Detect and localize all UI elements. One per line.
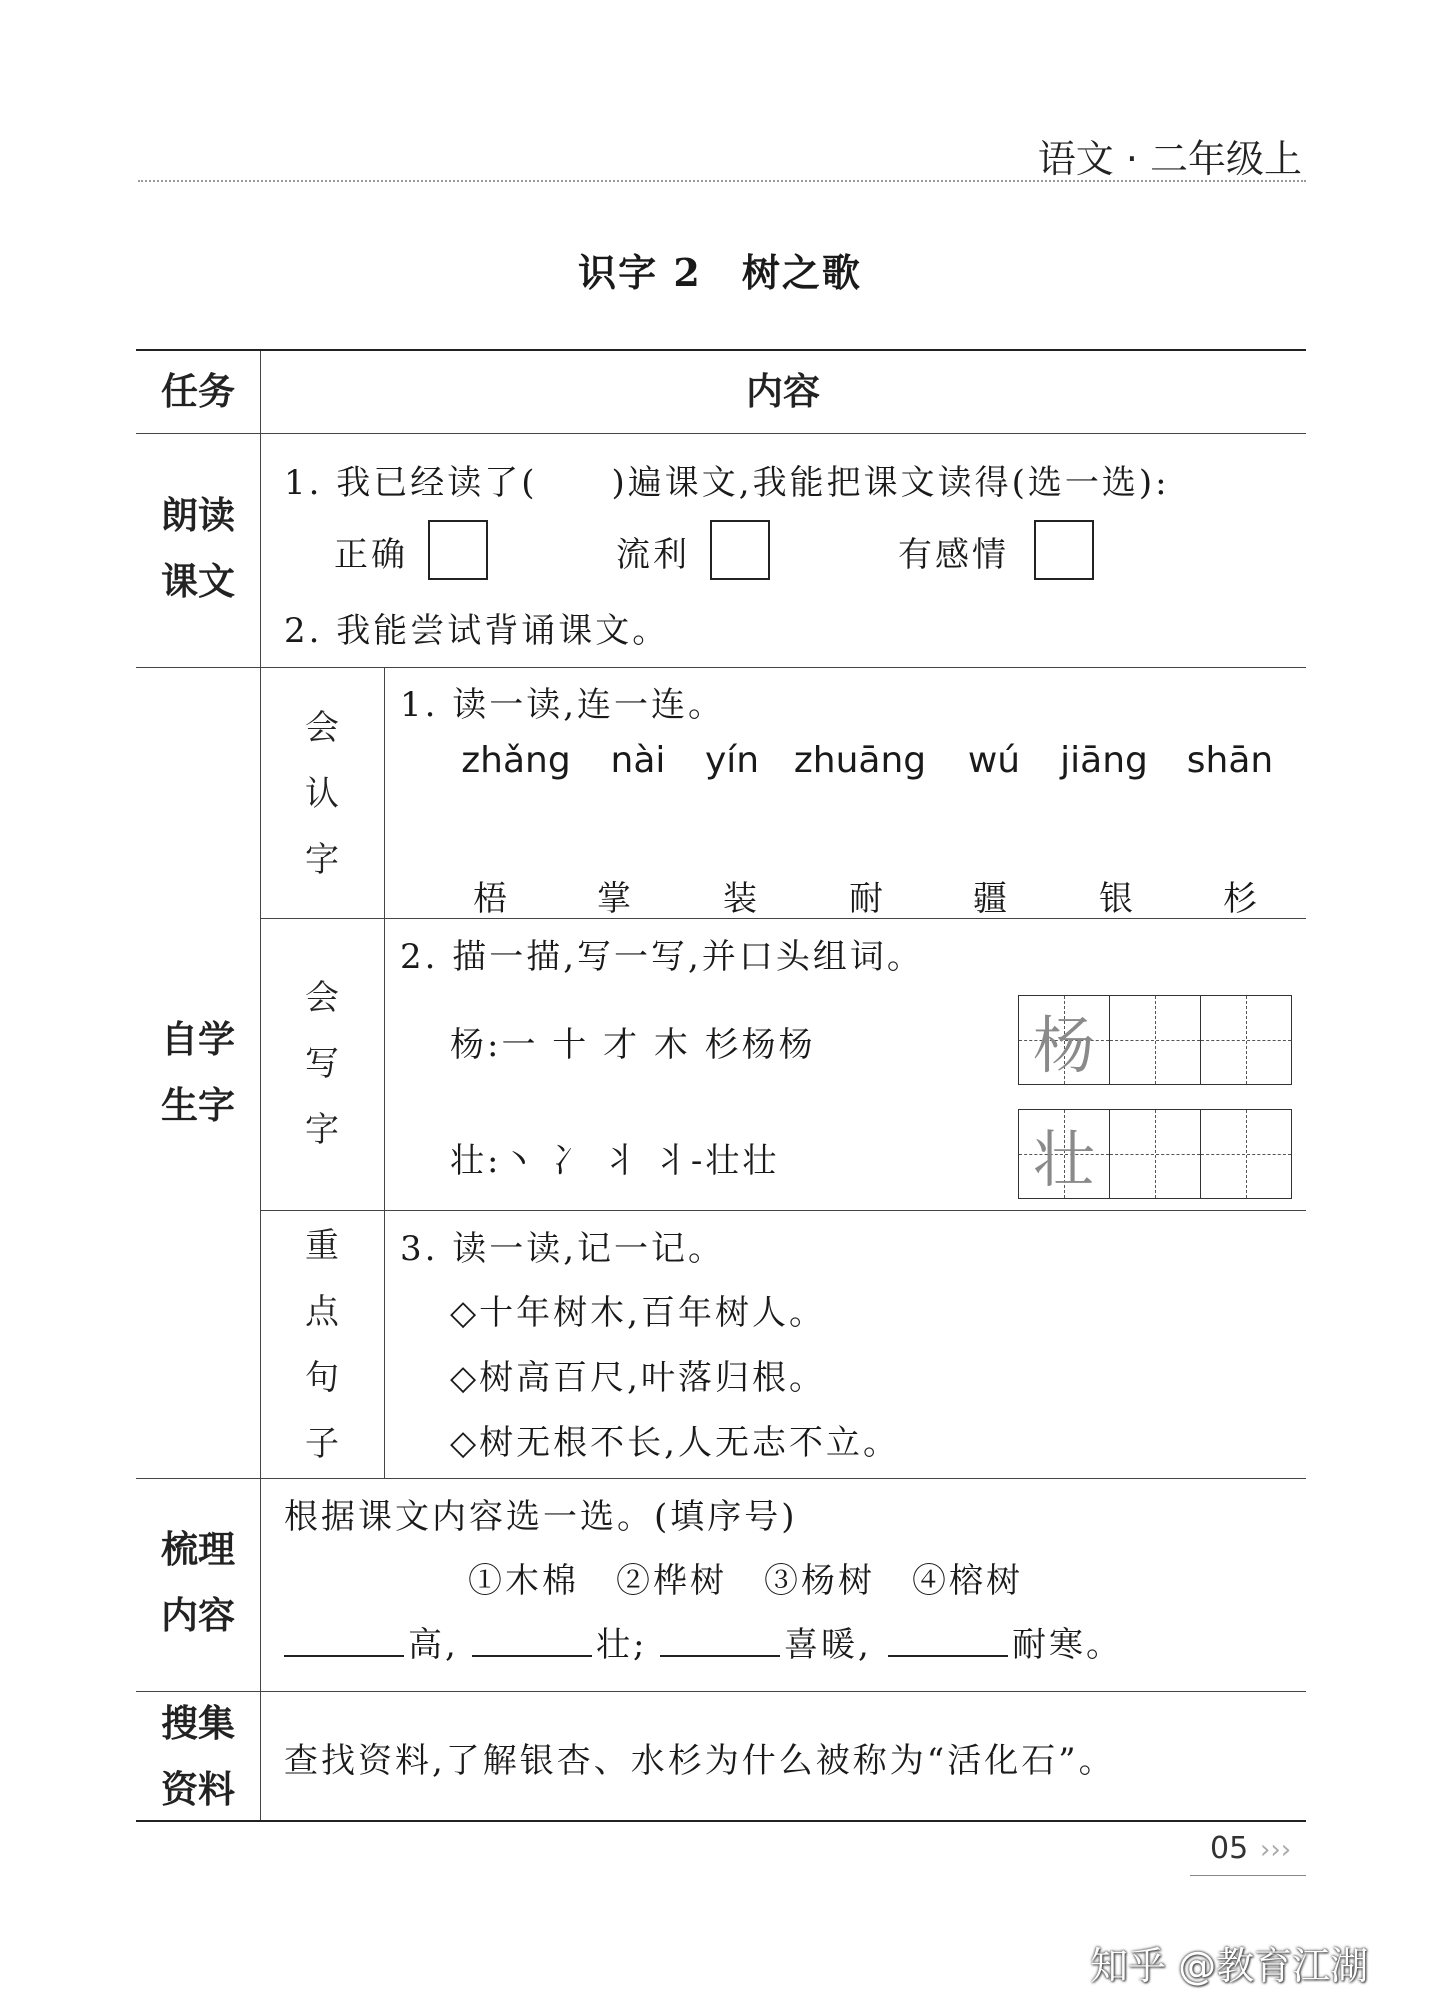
chevron-right-icon: ››› bbox=[1260, 1835, 1292, 1865]
pinyin-item[interactable]: zhuāng bbox=[793, 740, 927, 781]
sentences-instruction: 3. 读一读,记一记。 bbox=[400, 1229, 726, 1269]
fill-blank[interactable] bbox=[284, 1619, 404, 1657]
sort-instruction: 根据课文内容选一选。(填序号) bbox=[284, 1497, 798, 1537]
write-instruction: 2. 描一描,写一写,并口头组词。 bbox=[400, 937, 924, 977]
task-read-aloud: 朗读 课文 bbox=[161, 494, 235, 603]
page-number bbox=[1190, 1831, 1306, 1876]
read-row-divider bbox=[136, 667, 1306, 668]
task-collect-materials: 搜集 资料 bbox=[161, 1702, 235, 1811]
pinyin-item[interactable]: zhǎng bbox=[461, 740, 571, 781]
sentence-line: ◇树无根不长,人无志不立。 bbox=[450, 1423, 900, 1463]
task-self-study: 自学 生字 bbox=[161, 1018, 235, 1127]
grid-cell[interactable] bbox=[1110, 1110, 1201, 1198]
sort-options: ①木棉 ②桦树 ③杨树 ④榕树 bbox=[468, 1561, 1023, 1601]
character-item[interactable]: 装 bbox=[723, 879, 757, 919]
writing-grid-zhuang[interactable] bbox=[1018, 1109, 1292, 1199]
pinyin-item[interactable]: yín bbox=[704, 740, 760, 781]
pinyin-item[interactable]: jiāng bbox=[1060, 740, 1148, 781]
fill-label: 高, bbox=[408, 1625, 459, 1665]
page-number-value: 05 bbox=[1210, 1831, 1249, 1866]
subject-label: 语文 · 二年级上 bbox=[1037, 137, 1302, 181]
model-character-yang: 杨 bbox=[1032, 1008, 1095, 1082]
writing-grid-yang[interactable] bbox=[1018, 995, 1292, 1085]
stroke-order-zhuang: 壮:丶 冫 丬 丬-壮壮 bbox=[450, 1141, 780, 1181]
fill-label: 喜暖, bbox=[784, 1625, 872, 1665]
sentence-line: ◇树高百尺,叶落归根。 bbox=[450, 1358, 826, 1398]
option-emotion-label: 有感情 bbox=[898, 535, 1009, 575]
stroke-order-yang: 杨:一 十 才 木 杉杨杨 bbox=[450, 1025, 816, 1065]
character-item[interactable]: 掌 bbox=[597, 879, 631, 919]
task-table bbox=[136, 349, 1306, 1822]
grid-cell[interactable] bbox=[1201, 1110, 1291, 1198]
fill-blank[interactable] bbox=[472, 1619, 592, 1657]
lesson-title: 识字 2 树之歌 bbox=[578, 250, 862, 295]
pinyin-item[interactable]: nài bbox=[610, 740, 666, 781]
character-item[interactable]: 疆 bbox=[973, 879, 1007, 919]
self-study-row-divider bbox=[136, 1478, 1306, 1479]
character-item[interactable]: 银 bbox=[1099, 879, 1133, 919]
sort-row-divider bbox=[136, 1691, 1306, 1692]
option-correct-label: 正确 bbox=[334, 535, 408, 575]
subtask-recognize: 会 认 字 bbox=[305, 708, 339, 880]
collect-text: 查找资料,了解银杏、水杉为什么被称为“活化石”。 bbox=[284, 1741, 1116, 1781]
subcategory-divider bbox=[384, 667, 385, 1478]
grid-cell[interactable] bbox=[1110, 996, 1201, 1084]
fill-label: 壮; bbox=[596, 1625, 648, 1665]
option-fluent-label: 流利 bbox=[616, 535, 690, 575]
sentence-line: ◇十年树木,百年树人。 bbox=[450, 1293, 826, 1333]
header-row-divider bbox=[136, 433, 1306, 434]
task-sort-content: 梳理 内容 bbox=[161, 1528, 235, 1637]
option-fluent-checkbox[interactable] bbox=[710, 520, 770, 580]
header-task: 任务 bbox=[161, 370, 235, 413]
fill-blank[interactable] bbox=[888, 1619, 1008, 1657]
recognize-instruction: 1. 读一读,连一连。 bbox=[400, 685, 726, 725]
model-character-zhuang: 壮 bbox=[1032, 1122, 1095, 1196]
pinyin-item[interactable]: shān bbox=[1186, 740, 1274, 781]
option-correct-checkbox[interactable] bbox=[428, 520, 488, 580]
fill-blank[interactable] bbox=[660, 1619, 780, 1657]
subtask-write: 会 写 字 bbox=[305, 978, 339, 1150]
header-content: 内容 bbox=[746, 370, 820, 413]
character-item[interactable]: 杉 bbox=[1223, 879, 1257, 919]
write-row-divider bbox=[260, 1210, 1306, 1211]
recognize-row-divider bbox=[260, 918, 1306, 919]
character-item[interactable]: 梧 bbox=[473, 879, 507, 919]
fill-label: 耐寒。 bbox=[1012, 1625, 1123, 1665]
subtask-sentences: 重 点 句 子 bbox=[305, 1226, 339, 1464]
read-question-2: 2. 我能尝试背诵课文。 bbox=[284, 611, 670, 651]
page-header bbox=[138, 118, 1306, 182]
read-question-1: 1. 我已经读了( )遍课文,我能把课文读得(选一选): bbox=[284, 463, 1170, 503]
watermark: 知乎 @教育江湖 bbox=[1090, 1944, 1369, 1988]
pinyin-item[interactable]: wú bbox=[967, 740, 1021, 781]
character-item[interactable]: 耐 bbox=[849, 879, 883, 919]
grid-cell[interactable] bbox=[1201, 996, 1291, 1084]
option-emotion-checkbox[interactable] bbox=[1034, 520, 1094, 580]
